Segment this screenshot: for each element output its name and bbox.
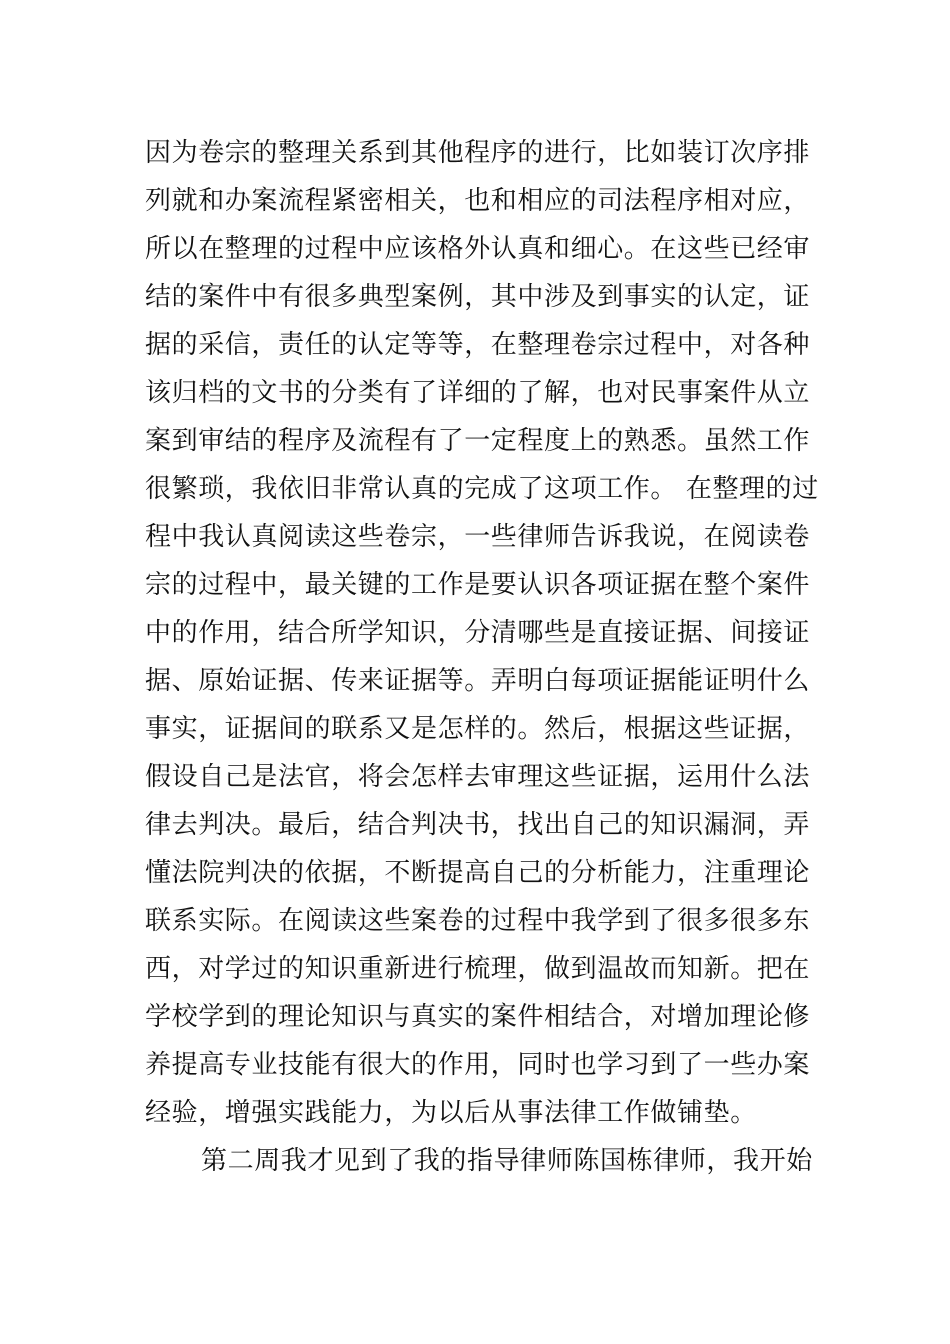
paragraph-1-line-7: 案到审结的程序及流程有了一定程度上的熟悉。虽然工作 bbox=[145, 426, 811, 456]
paragraph-1-line-12: 据、原始证据、传来证据等。弄明白每项证据能证明什么 bbox=[145, 666, 811, 696]
paragraph-1-line-20: 养提高专业技能有很大的作用，同时也学习到了一些办案 bbox=[145, 1050, 811, 1080]
paragraph-1-line-18: 西，对学过的知识重新进行梳理，做到温故而知新。把在 bbox=[145, 954, 811, 984]
paragraph-1-line-16: 懂法院判决的依据，不断提高自己的分析能力，注重理论 bbox=[145, 858, 811, 888]
paragraph-1-line-9: 程中我认真阅读这些卷宗，一些律师告诉我说，在阅读卷 bbox=[145, 522, 811, 552]
paragraph-1-line-1: 因为卷宗的整理关系到其他程序的进行，比如装订次序排 bbox=[145, 138, 811, 168]
paragraph-1-line-11: 中的作用，结合所学知识，分清哪些是直接证据、间接证 bbox=[145, 618, 811, 648]
paragraph-1-line-21: 经验，增强实践能力，为以后从事法律工作做铺垫。 bbox=[145, 1098, 757, 1128]
paragraph-1-line-15: 律去判决。最后，结合判决书，找出自己的知识漏洞，弄 bbox=[145, 810, 811, 840]
paragraph-1-line-13: 事实，证据间的联系又是怎样的。然后，根据这些证据， bbox=[145, 714, 811, 744]
paragraph-1-line-17: 联系实际。在阅读这些案卷的过程中我学到了很多很多东 bbox=[145, 906, 811, 936]
paragraph-1-line-8: 很繁琐，我依旧非常认真的完成了这项工作。 在整理的过 bbox=[145, 474, 819, 504]
paragraph-2-line-1: 第二周我才见到了我的指导律师陈国栋律师，我开始 bbox=[201, 1146, 813, 1176]
paragraph-1-line-6: 该归档的文书的分类有了详细的了解，也对民事案件从立 bbox=[145, 378, 811, 408]
paragraph-1-line-4: 结的案件中有很多典型案例，其中涉及到事实的认定，证 bbox=[145, 282, 811, 312]
paragraph-1-line-19: 学校学到的理论知识与真实的案件相结合，对增加理论修 bbox=[145, 1002, 811, 1032]
paragraph-1-line-14: 假设自己是法官，将会怎样去审理这些证据，运用什么法 bbox=[145, 762, 811, 792]
paragraph-1-line-10: 宗的过程中，最关键的工作是要认识各项证据在整个案件 bbox=[145, 570, 811, 600]
paragraph-1-line-5: 据的采信，责任的认定等等，在整理卷宗过程中，对各种 bbox=[145, 330, 811, 360]
paragraph-1-line-3: 所以在整理的过程中应该格外认真和细心。在这些已经审 bbox=[145, 234, 811, 264]
paragraph-1-line-2: 列就和办案流程紧密相关，也和相应的司法程序相对应， bbox=[145, 186, 811, 216]
